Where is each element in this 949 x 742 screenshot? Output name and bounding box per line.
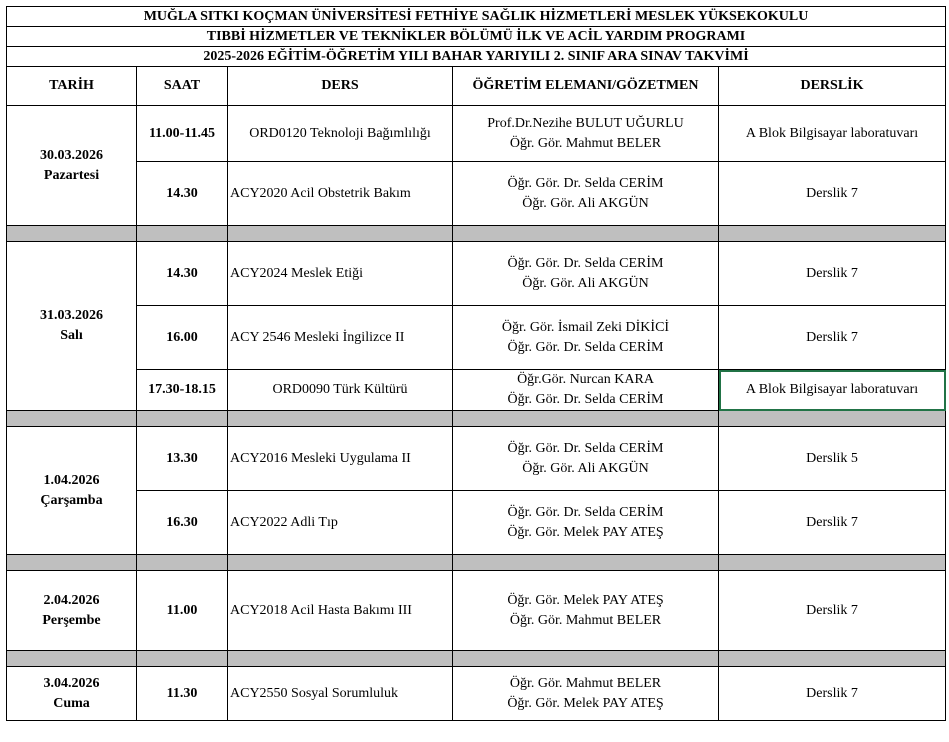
room-cell[interactable]: Derslik 5	[719, 427, 946, 491]
weekday-value: Salı	[60, 328, 83, 343]
staff-name: Prof.Dr.Nezihe BULUT UĞURLU	[487, 115, 684, 131]
staff-cell[interactable]	[453, 162, 719, 226]
table-row	[7, 106, 946, 162]
title-university[interactable]: MUĞLA SITKI KOÇMAN ÜNİVERSİTESİ FETHİYE SAĞLIK HİZMETLERİ MESLEK YÜKSEKOKULU	[7, 7, 946, 27]
separator-cell[interactable]	[719, 411, 946, 427]
header-course[interactable]: DERS	[228, 67, 453, 106]
table-row	[7, 162, 946, 226]
time-cell[interactable]: 11.30	[137, 667, 228, 721]
staff-cell[interactable]	[453, 667, 719, 721]
table-row	[7, 571, 946, 651]
table-row	[7, 491, 946, 555]
separator-cell[interactable]	[228, 411, 453, 427]
date-cell[interactable]	[7, 571, 137, 651]
time-cell[interactable]: 11.00-11.45	[137, 106, 228, 162]
separator-cell[interactable]	[719, 226, 946, 242]
staff-name: Öğr. Gör. Mahmut BELER	[509, 612, 662, 628]
room-cell[interactable]: A Blok Bilgisayar laboratuvarı	[719, 106, 946, 162]
table-row	[7, 370, 946, 411]
time-cell[interactable]: 14.30	[137, 242, 228, 306]
separator-cell[interactable]	[228, 651, 453, 667]
room-cell[interactable]: Derslik 7	[719, 306, 946, 370]
staff-name: Öğr. Gör. Melek PAY ATEŞ	[507, 524, 664, 540]
separator-cell[interactable]	[7, 555, 137, 571]
date-value: 31.03.2026	[40, 308, 103, 323]
separator-cell[interactable]	[453, 411, 719, 427]
staff-name: Öğr. Gör. Dr. Selda CERİM	[507, 392, 664, 407]
weekday-value: Pazartesi	[43, 167, 100, 183]
weekday-value: Çarşamba	[40, 492, 103, 508]
staff-name: Öğr. Gör. Dr. Selda CERİM	[507, 504, 664, 520]
separator-cell[interactable]	[719, 555, 946, 571]
course-cell[interactable]: ACY2022 Adli Tıp	[228, 491, 453, 555]
staff-name: Öğr. Gör. Ali AKGÜN	[522, 460, 649, 476]
header-date[interactable]: TARİH	[7, 67, 137, 106]
staff-name: Öğr. Gör. Mahmut BELER	[509, 135, 662, 151]
date-value: 2.04.2026	[43, 592, 100, 608]
weekday-value: Perşembe	[42, 612, 101, 628]
staff-cell[interactable]	[453, 242, 719, 306]
staff-cell[interactable]	[453, 370, 719, 411]
staff-name: Öğr. Gör. Melek PAY ATEŞ	[507, 695, 664, 711]
table-row	[7, 306, 946, 370]
room-cell[interactable]: Derslik 7	[719, 162, 946, 226]
staff-cell[interactable]	[453, 491, 719, 555]
course-cell[interactable]: ACY2024 Meslek Etiği	[228, 242, 453, 306]
separator-cell[interactable]	[453, 226, 719, 242]
date-cell[interactable]	[7, 427, 137, 555]
time-cell[interactable]: 17.30-18.15	[137, 370, 228, 411]
title-program[interactable]: TIBBİ HİZMETLER VE TEKNİKLER BÖLÜMÜ İLK VE ACİL YARDIM PROGRAMI	[7, 27, 946, 47]
room-cell[interactable]: Derslik 7	[719, 491, 946, 555]
course-cell[interactable]: ACY2020 Acil Obstetrik Bakım	[228, 162, 453, 226]
room-cell[interactable]: Derslik 7	[719, 667, 946, 721]
separator-cell[interactable]	[453, 651, 719, 667]
separator-cell[interactable]	[137, 651, 228, 667]
separator-cell[interactable]	[137, 411, 228, 427]
staff-name: Öğr. Gör. İsmail Zeki DİKİCİ	[501, 319, 670, 335]
separator-cell[interactable]	[137, 226, 228, 242]
separator-cell[interactable]	[719, 651, 946, 667]
date-value: 3.04.2026	[43, 675, 100, 691]
separator-cell[interactable]	[7, 226, 137, 242]
staff-name: Öğr. Gör. Dr. Selda CERİM	[507, 175, 664, 191]
date-value: 1.04.2026	[43, 472, 100, 488]
date-cell[interactable]	[7, 667, 137, 721]
separator-cell[interactable]	[228, 555, 453, 571]
staff-name: Öğr. Gör. Ali AKGÜN	[522, 195, 649, 211]
staff-cell[interactable]	[453, 306, 719, 370]
table-row	[7, 242, 946, 306]
separator-row	[7, 411, 946, 427]
header-room[interactable]: DERSLİK	[719, 67, 946, 106]
course-cell[interactable]: ORD0120 Teknoloji Bağımlılığı	[228, 106, 453, 162]
title-semester[interactable]: 2025-2026 EĞİTİM-ÖĞRETİM YILI BAHAR YARIYILI 2. SINIF ARA SINAV TAKVİMİ	[7, 47, 946, 67]
header-staff[interactable]: ÖĞRETİM ELEMANI/GÖZETMEN	[453, 67, 719, 106]
date-cell[interactable]	[7, 242, 137, 411]
staff-name: Öğr. Gör. Dr. Selda CERİM	[507, 440, 664, 456]
staff-cell[interactable]	[453, 427, 719, 491]
time-cell[interactable]: 16.00	[137, 306, 228, 370]
staff-name: Öğr. Gör. Ali AKGÜN	[522, 275, 649, 291]
staff-name: Öğr.Gör. Nurcan KARA	[517, 372, 654, 387]
course-cell[interactable]: ACY 2546 Mesleki İngilizce II	[228, 306, 453, 370]
date-cell[interactable]	[7, 106, 137, 226]
time-cell[interactable]: 13.30	[137, 427, 228, 491]
weekday-value: Cuma	[53, 695, 90, 711]
course-cell[interactable]: ACY2018 Acil Hasta Bakımı III	[228, 571, 453, 651]
staff-name: Öğr. Gör. Dr. Selda CERİM	[507, 339, 664, 355]
date-value: 30.03.2026	[40, 147, 103, 163]
separator-cell[interactable]	[228, 226, 453, 242]
table-row	[7, 667, 946, 721]
room-cell[interactable]: Derslik 7	[719, 242, 946, 306]
separator-row	[7, 555, 946, 571]
schedule-body	[7, 106, 946, 721]
header-time[interactable]: SAAT	[137, 67, 228, 106]
staff-name: Öğr. Gör. Melek PAY ATEŞ	[507, 592, 664, 608]
separator-row	[7, 226, 946, 242]
time-cell[interactable]: 14.30	[137, 162, 228, 226]
room-cell[interactable]: Derslik 7	[719, 571, 946, 651]
table-row	[7, 427, 946, 491]
room-cell[interactable]: A Blok Bilgisayar laboratuvarı	[719, 370, 946, 411]
staff-cell[interactable]	[453, 106, 719, 162]
course-cell[interactable]: ACY2550 Sosyal Sorumluluk	[228, 667, 453, 721]
separator-cell[interactable]	[7, 411, 137, 427]
exam-schedule-table	[6, 6, 946, 721]
separator-cell[interactable]	[137, 555, 228, 571]
staff-cell[interactable]	[453, 571, 719, 651]
course-cell[interactable]: ORD0090 Türk Kültürü	[228, 370, 453, 411]
time-cell[interactable]: 11.00	[137, 571, 228, 651]
time-cell[interactable]: 16.30	[137, 491, 228, 555]
staff-name: Öğr. Gör. Mahmut BELER	[509, 675, 662, 691]
separator-cell[interactable]	[453, 555, 719, 571]
course-cell[interactable]: ACY2016 Mesleki Uygulama II	[228, 427, 453, 491]
staff-name: Öğr. Gör. Dr. Selda CERİM	[507, 255, 664, 271]
separator-row	[7, 651, 946, 667]
separator-cell[interactable]	[7, 651, 137, 667]
